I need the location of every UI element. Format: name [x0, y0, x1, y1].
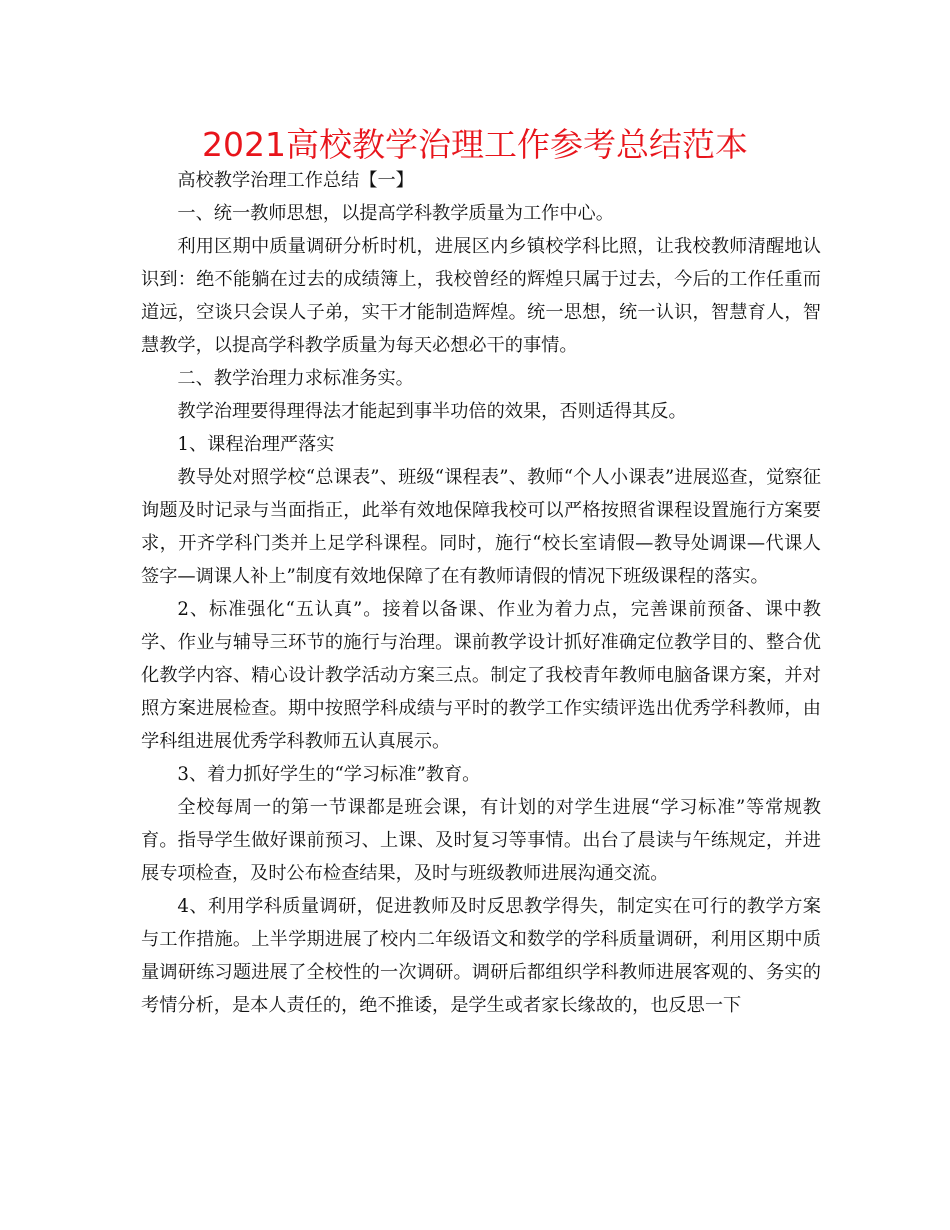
document-body	[141, 164, 821, 1022]
paragraph-body: 教学治理要得理得法才能起到事半功倍的效果，否则适得其反。	[177, 401, 687, 422]
paragraph-item-3: 3、着力抓好学生的“学习标准”教育。	[177, 764, 481, 785]
paragraph-body: 教导处对照学校“总课表”、班级“课程表”、教师“个人小课表”进展巡查，觉察征询题及时记录与当面指正，此举有效地保障我校可以严格按照省课程设置施行方案要求，开齐学科门类并上足学科课程。同时，施行“校长室请假—教导处调课—代课人签字—调课人补上”制度有效地保障了在有教师请假的情况下班级课程的落实。	[141, 467, 821, 587]
document-title: 2021高校教学治理工作参考总结范本	[202, 125, 748, 164]
paragraph-item-2: 2、标准强化“五认真”。接着以备课、作业为着力点，完善课前预备、课中教学、作业与辅导三环节的施行与治理。课前教学设计抓好准确定位教学目的、整合优化教学内容、精心设计教学活动方案三点。制定了我校青年教师电脑备课方案，并对照方案进展检查。期中按照学科成绩与平时的教学工作实绩评选出优秀学科教师，由学科组进展优秀学科教师五认真展示。	[141, 599, 821, 752]
paragraph-section-heading: 高校教学治理工作总结【一】	[177, 170, 414, 191]
paragraph-item-4: 4、利用学科质量调研，促进教师及时反思教学得失，制定实在可行的教学方案与工作措施。上半学期进展了校内二年级语文和数学的学科质量调研，利用区期中质量调研练习题进展了全校性的一次调研。调研后都组织学科教师进展客观的、务实的考情分析，是本人责任的，绝不推诿，是学生或者家长缘故的，也反思一下	[141, 896, 821, 1016]
paragraph-point-two: 二、教学治理力求标准务实。	[177, 368, 414, 389]
paragraph-point-one: 一、统一教师思想，以提高学科教学质量为工作中心。	[177, 203, 614, 224]
paragraph-item-1: 1、课程治理严落实	[177, 434, 335, 455]
paragraph-body: 利用区期中质量调研分析时机，进展区内乡镇校学科比照，让我校教师清醒地认识到：绝不能躺在过去的成绩簿上，我校曾经的辉煌只属于过去，今后的工作任重而道远，空谈只会误人子弟，实干才能制造辉煌。统一思想，统一认识，智慧育人，智慧教学，以提高学科教学质量为每天必想必干的事情。	[141, 236, 821, 356]
paragraph-body: 全校每周一的第一节课都是班会课，有计划的对学生进展“学习标准”等常规教育。指导学生做好课前预习、上课、及时复习等事情。出台了晨读与午练规定，并进展专项检查，及时公布检查结果，及时与班级教师进展沟通交流。	[141, 797, 821, 884]
